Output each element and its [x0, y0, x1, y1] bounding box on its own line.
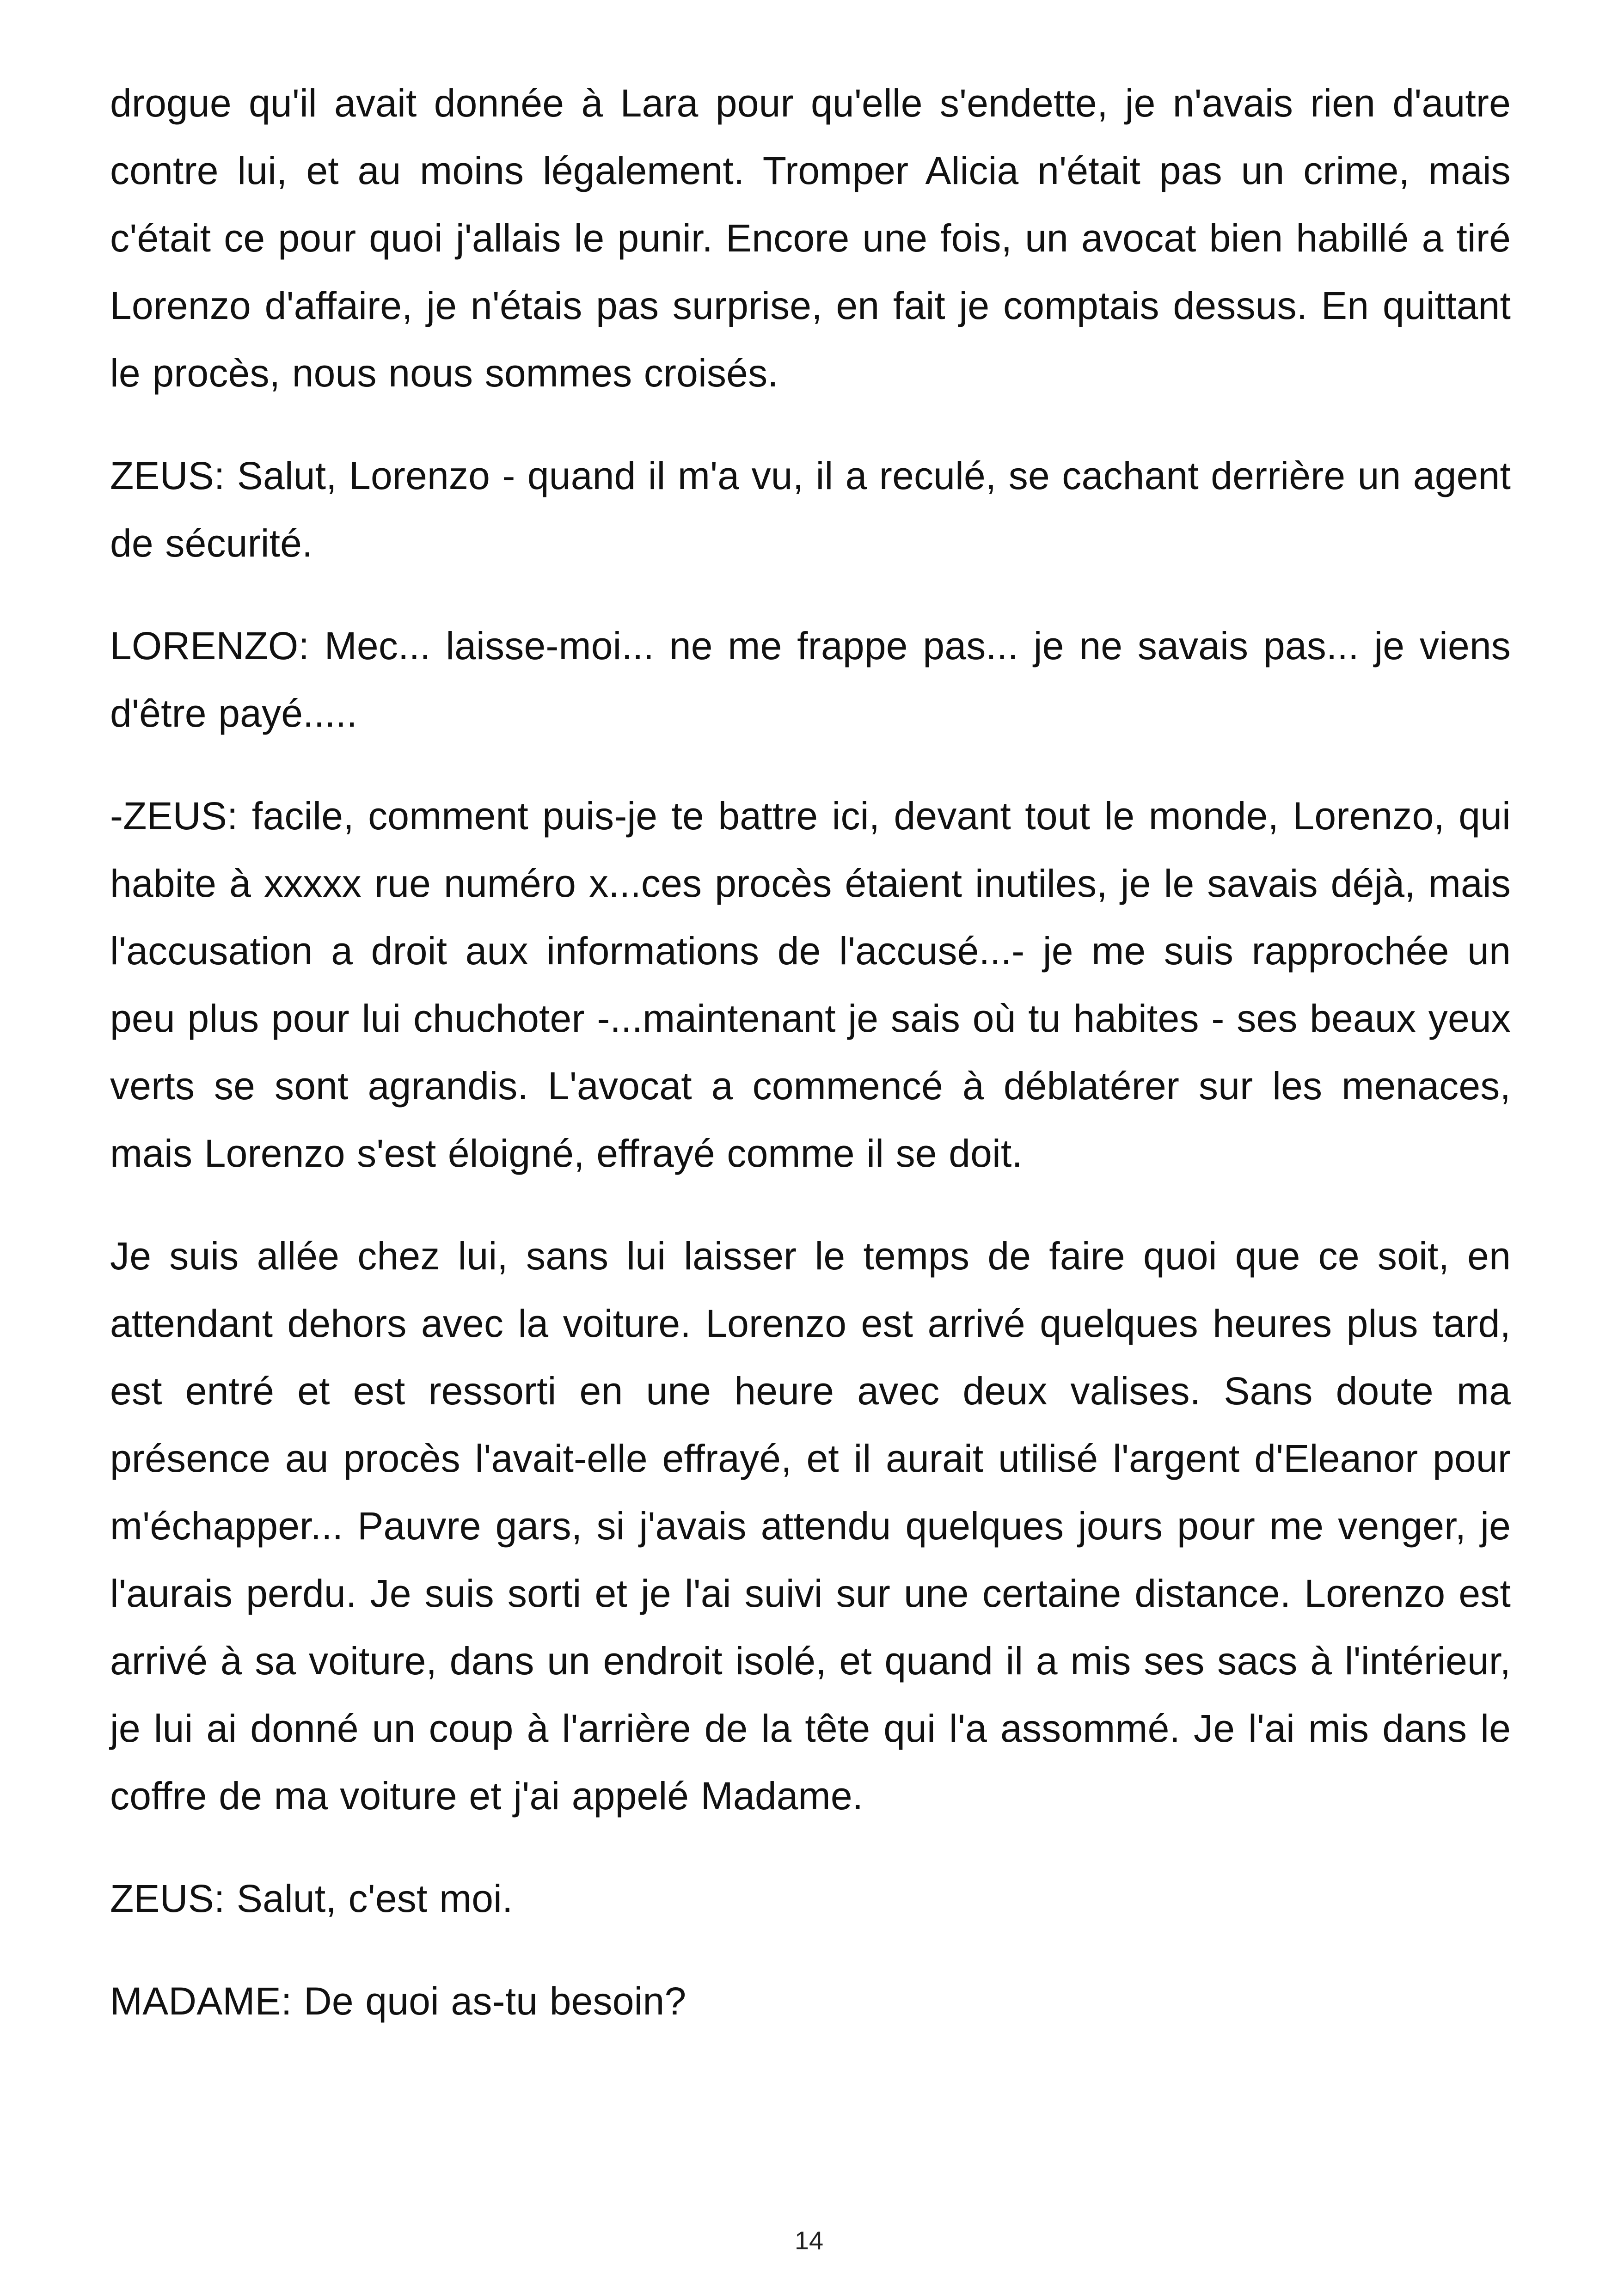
paragraph-dialogue-zeus-threat: -ZEUS: facile, comment puis-je te battre ici, devant tout le monde, Lorenzo, qui habite à xxxxx rue numéro x...ces procès étaient inutiles, je le savais déjà, mais l'accusation a droit aux informations de l'accusé...- je me suis rapprochée un peu plus pour lui chuchoter -...maintenant je sais où tu habites - ses beaux yeux verts se sont agrandis. L'avocat a commencé à déblatérer sur les menaces, mais Lorenzo s'est éloigné, effrayé comme il se doit.	[110, 794, 1511, 1175]
page-number: 14	[794, 2226, 824, 2255]
paragraph-dialogue-lorenzo: LORENZO: Mec... laisse-moi... ne me frappe pas... je ne savais pas... je viens d'être payé.....	[110, 624, 1511, 735]
paragraph-narration-kidnapping: Je suis allée chez lui, sans lui laisser le temps de faire quoi que ce soit, en attendant dehors avec la voiture. Lorenzo est arrivé quelques heures plus tard, est entré et est ressorti en une heure avec deux valises. Sans doute ma présence au procès l'avait-elle effrayé, et il aurait utilisé l'argent d'Eleanor pour m'échapper... Pauvre gars, si j'avais attendu quelques jours pour me venger, je l'aurais perdu. Je suis sorti et je l'ai suivi sur une certaine distance. Lorenzo est arrivé à sa voiture, dans un endroit isolé, et quand il a mis ses sacs à l'intérieur, je lui ai donné un coup à l'arrière de la tête qui l'a assommé. Je l'ai mis dans le coffre de ma voiture et j'ai appelé Madame.	[110, 1234, 1511, 1818]
paragraph-dialogue-madame: MADAME: De quoi as-tu besoin?	[110, 1979, 686, 2023]
paragraph-dialogue-zeus-call: ZEUS: Salut, c'est moi.	[110, 1877, 513, 1920]
paragraph-dialogue-zeus-greeting: ZEUS: Salut, Lorenzo - quand il m'a vu, il a reculé, se cachant derrière un agent de sécurité.	[110, 454, 1511, 565]
document-page	[110, 69, 1511, 2070]
paragraph-narration-opening: drogue qu'il avait donnée à Lara pour qu'elle s'endette, je n'avais rien d'autre contre lui, et au moins légalement. Tromper Alicia n'était pas un crime, mais c'était ce pour quoi j'allais le punir. Encore une fois, un avocat bien habillé a tiré Lorenzo d'affaire, je n'étais pas surprise, en fait je comptais dessus. En quittant le procès, nous nous sommes croisés.	[110, 81, 1511, 395]
